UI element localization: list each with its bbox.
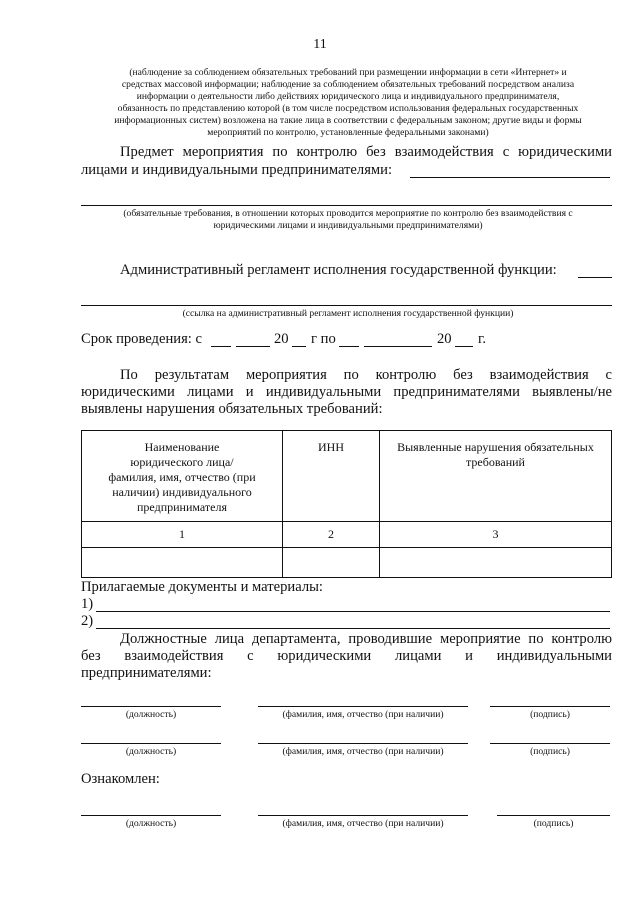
subject-caption-line: (обязательные требования, в отношении которых проводится мероприятие по контролю без взаимодействия с [123, 208, 573, 219]
officials-line-3: предпринимателями: [81, 665, 212, 681]
violations-table [81, 430, 612, 578]
table-cell[interactable] [82, 548, 283, 578]
intro-line: (наблюдение за соблюдением обязательных требований при размещении информации в сети «Интернет» и [129, 67, 567, 78]
signature-caption: (подпись) [530, 709, 570, 720]
period-month-2[interactable] [364, 346, 432, 347]
header-text: фамилия, имя, отчество (при [108, 470, 256, 484]
name-line[interactable] [258, 815, 468, 816]
name-caption: (фамилия, имя, отчество (при наличии) [282, 746, 444, 757]
intro-line: средствах массовой информации; наблюдение за соблюдением обязательных требований посредством анализа [121, 79, 575, 90]
header-text: предпринимателя [137, 500, 227, 514]
regulation-label: Административный регламент исполнения государственной функции: [120, 262, 557, 278]
subject-line-1: Предмет мероприятия по контролю без взаимодействия с юридическими [120, 144, 612, 160]
table-cell: 1 [82, 522, 283, 548]
signature-line[interactable] [490, 706, 610, 707]
header-text: требований [466, 455, 525, 469]
subject-fill-line[interactable] [410, 177, 610, 178]
header-text: наличии) индивидуального [112, 485, 252, 499]
header-cell-inn [283, 431, 380, 522]
header-text: Наименование [144, 440, 220, 454]
subject-fill-line-2[interactable] [81, 205, 612, 206]
results-line-1: По результатам мероприятия по контролю без взаимодействия с [120, 367, 612, 383]
header-text: Выявленные нарушения обязательных [397, 440, 594, 454]
period-year-2: 20 [437, 331, 452, 347]
signature-line[interactable] [497, 815, 610, 816]
position-caption: (должность) [125, 709, 177, 720]
intro-line: информации о деятельности либо действиях юридического лица и индивидуального предпринимателя, [136, 91, 560, 102]
subject-caption [78, 208, 618, 232]
table-cell: 3 [380, 522, 612, 548]
intro-line: обязанность по представлению которой (в том числе посредством использования федеральных государственных [117, 103, 579, 114]
period-year-1-fill[interactable] [292, 346, 306, 347]
intro-paragraph [78, 67, 618, 139]
period-year-1: 20 [274, 331, 289, 347]
period-end: г. [478, 331, 486, 347]
table-cell: 2 [283, 522, 380, 548]
attachment-fill-line-2[interactable] [96, 628, 610, 629]
regulation-fill-line[interactable] [578, 277, 612, 278]
table-cell[interactable] [283, 548, 380, 578]
header-text: юридического лица/ [130, 455, 234, 469]
name-caption: (фамилия, имя, отчество (при наличии) [282, 818, 444, 829]
officials-line-1: Должностные лица департамента, проводившие мероприятие по контролю [120, 631, 612, 647]
regulation-caption: (ссылка на административный регламент исполнения государственной функции) [182, 308, 514, 319]
officials-line-2: без взаимодействия с юридическими лицами и индивидуальными [81, 648, 612, 664]
table-row [82, 548, 612, 578]
signature-line[interactable] [490, 743, 610, 744]
attachments-title: Прилагаемые документы и материалы: [81, 579, 323, 595]
period-year-2-fill[interactable] [455, 346, 473, 347]
subject-line-2: лицами и индивидуальными предпринимателями: [81, 162, 393, 178]
period-day-1[interactable] [211, 346, 231, 347]
header-cell-name [82, 431, 283, 522]
table-number-row [82, 522, 612, 548]
table-cell[interactable] [380, 548, 612, 578]
subject-caption-line: юридическими лицами и индивидуальными предпринимателями) [213, 220, 483, 231]
signature-caption: (подпись) [530, 746, 570, 757]
name-line[interactable] [258, 706, 468, 707]
name-line[interactable] [258, 743, 468, 744]
results-line-3: выявлены нарушения обязательных требований: [81, 401, 383, 417]
header-text: ИНН [318, 440, 344, 454]
table-header-row [82, 431, 612, 522]
signature-caption: (подпись) [533, 818, 574, 829]
intro-line: мероприятий по контролю, установленные федеральными законами) [207, 127, 489, 138]
page-number: 11 [313, 37, 327, 52]
results-line-2: юридическими лицами и индивидуальными предпринимателями выявлены/не [81, 384, 612, 400]
position-caption: (должность) [125, 746, 177, 757]
regulation-fill-line-2[interactable] [81, 305, 612, 306]
position-line[interactable] [81, 815, 221, 816]
name-caption: (фамилия, имя, отчество (при наличии) [282, 709, 444, 720]
period-day-2[interactable] [339, 346, 359, 347]
period-middle: г по [311, 331, 336, 347]
attachment-item-1: 1) [81, 596, 94, 612]
attachment-item-2: 2) [81, 613, 94, 629]
acquainted-label: Ознакомлен: [81, 771, 160, 787]
period-label: Срок проведения: с [81, 331, 202, 347]
attachment-fill-line-1[interactable] [96, 611, 610, 612]
position-line[interactable] [81, 743, 221, 744]
header-cell-violations [380, 431, 612, 522]
position-caption: (должность) [125, 818, 177, 829]
intro-line: информационных систем) возложена на такие лица в соответствии с федеральным законом; другие виды и формы [114, 115, 582, 126]
position-line[interactable] [81, 706, 221, 707]
period-month-1[interactable] [236, 346, 270, 347]
